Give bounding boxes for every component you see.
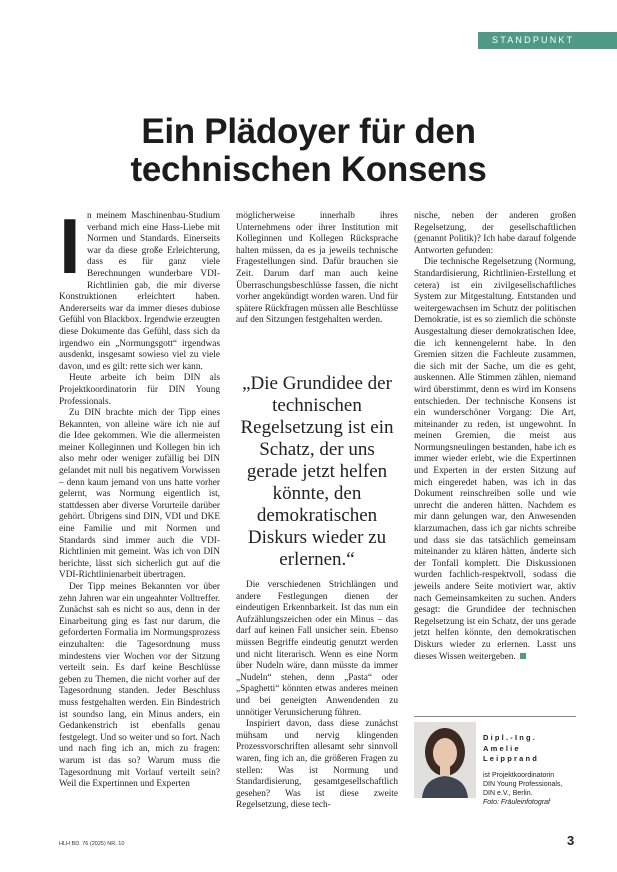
- author-role-text: ist Projektkoordinatorin: [483, 771, 555, 779]
- paragraph: Heute arbeite ich beim DIN als Projektkoordinatorin für DIN Young Professionals.: [59, 373, 220, 407]
- title-line-2: technischen Konsens: [130, 150, 487, 189]
- photo-credit: Foto: Fräuleinfotograf: [483, 799, 550, 807]
- author-org-1: DIN Young Professionals,: [483, 780, 563, 788]
- page-number: 3: [567, 833, 575, 848]
- author-photo: [414, 722, 476, 798]
- author-org-2: DIN e.V., Berlin.: [483, 790, 533, 798]
- article-title: [0, 113, 617, 189]
- paragraph: Der Tipp meines Bekannten vor über zehn Jahren war ein ungeahnter Volltreffer. Zunächst sah es nicht so aus, denn in der Einarbeitung ging es fast nur darum, die geforderten Formalia im Normungsprozess einzuhalten: die Tagesordnung muss mindestens vier Wochen vor der Sitzung verteilt sein. Es darf keine Beschlüsse geben zu Themen, die nicht vorher auf der Tagesordnung standen. Jeder Beschluss muss festgehalten werden. Ein Bindestrich ist soundso lang, ein Minus anders, ein Gedankenstrich ist ebenfalls genau festgelegt. Und so weiter und so fort. Nach und nach fing ich an, mich zu fragen: warum ist das so? Warum muss die Tagesordnung mit Vorlauf verteilt sein? Weil die Expertinnen und Experten: [59, 582, 220, 790]
- paragraph: Zu DIN brachte mich der Tipp eines Bekannten, von alleine wäre ich nie auf die Idee gekommen. Wie die allermeisten meiner Kolleginnen und Kollegen bin ich also mehr oder weniger zufällig bei DIN gelandet mit null bis negativem Vorwissen – denn kaum jemand von uns hatte vorher gelernt, was Normung eigentlich ist, stattdessen aber diverse Vorurteile darüber gehört. Übrigens sind DIN, VDI und DKE eine Familie und mit Normen und Standards sind immer auch die VDI-Richtlinien mit gemeint. Was ich von DIN berichte, lässt sich sicherlich gut auf die VDI-Richtlinienarbeit übertragen.: [59, 408, 220, 581]
- paragraph: n meinem Maschinenbau-Studium verband mich eine Hass-Liebe mit Normen und Standards. Einerseits war da diese große Erleichterung, dass es für ganz viele Berechnungen wunderbare VDI-Richtlinien gab, die mir diverse Konstruktionen erleichtert haben. Andererseits war da immer dieses dubiose Gefühl von Blackbox. Irgendwie erzeugten diese Dokumente das Gefühl, dass sich da irgendwo ein „Normungsgott“ irgendwas ausdenkt, insgesamt sowieso viel zu viele davon, und es gilt: rette sich wer kann.: [59, 211, 220, 372]
- paragraph: [414, 257, 576, 663]
- drop-cap: [59, 202, 83, 290]
- section-label: STANDPUNKT: [478, 32, 617, 49]
- article-column-1: [59, 202, 220, 791]
- end-mark-icon: [520, 653, 526, 659]
- paragraph: Die verschiedenen Strichlängen und andere Festlegungen dienen der eindeutigen Erkennbarkeit. Ist das nun ein Aufzählungszeichen oder ein Minus – das darf auf keinen Fall unsicher sein. Ebenso müssen Begriffe eindeutig genutzt werden und nicht literarisch. Wenn es eine Norm über Nudeln wäre, dann müsste da immer „Nudeln“ stehen, denn „Pasta“ oder „Spaghetti“ könnten etwas anderes meinen und bei geneigten Anwendenden zu unnötiger Verunsicherung führen.: [236, 580, 398, 718]
- article-column-2-top: [236, 211, 398, 327]
- paragraph: nische, neben der anderen großen Regelsetzung, der gesellschaftlichen (genannt Politik)? Ich habe darauf folgende Antworten gefunden:: [414, 211, 576, 256]
- title-line-1: Ein Plädoyer für den: [141, 112, 476, 151]
- paragraph: möglicherweise innerhalb ihres Unternehmens oder ihrer Institution mit Kolleginnen und Kollegen Rücksprache halten müssen, da es ja jeweils technische Fragestellungen sind. Dafür brauchen sie Zeit. Darum darf man auch keine Überraschungsbeschlüsse fassen, die nicht vorher angekündigt worden waren. Und für spätere Rückfragen müssen alle Beschlüsse auf den Sitzungen festgehalten werden.: [236, 211, 398, 326]
- paragraph-text: Die technische Regelsetzung (Normung, Standardisierung, Richtlinien-Erstellung et cetera) ist ein zivilgesellschaftliches System zur Mitgestaltung. Entstanden und weitergewachsen im Schutz der politischen Demokratie, ist es so ziemlich die schönste Ausgestaltung dieser demokratischen Idee, die ich kennengelernt habe. In den Gremien sitzen die Fachleute zusammen, die sich mit der Sache, um die es geht, auskennen. Alle Stimmen zählen, niemand wird überstimmt, denn es wird im Konsens entschieden. Der technische Konsens ist ein wunderschöner Vorgang: Die Art, miteinander zu reden, ist ungewohnt. In meinen Gremien, die meist aus Normungsneulingen bestanden, habe ich es immer wieder erlebt, wie die Expertinnen und Experten in der ersten Sitzung auf mich eingeredet haben, was ich in das Dokument reinschreiben solle und wie unrecht die anderen hätten. Nachdem es mir dann gelungen war, den Anwesenden klarzumachen, dass ich gar nichts schreibe und dass sie das tatsächlich gemeinsam miteinander zu klären hätten, änderte sich der Tonfall komplett. Die Diskussionen wurden fachlich-respektvoll, sodass die jeweils andere Seite motiviert war, aktiv nach Gemeinsamkeiten zu suchen. Anders gesagt: die Grundidee der technischen Regelsetzung ist ein Schatz, der uns gerade jetzt helfen könnte, den demokratischen Diskurs wieder zu erlernen. Lasst uns dieses Wissen weitergeben.: [414, 257, 576, 662]
- author-title: Dipl.-Ing.: [483, 733, 538, 742]
- author-first-name: Amelie: [483, 743, 521, 753]
- journal-reference: HLH BD. 76 (2025) NR. 10: [59, 841, 125, 847]
- author-role: [483, 771, 562, 799]
- author-divider: [414, 716, 576, 717]
- author-box: [483, 733, 562, 808]
- drop-cap-letter: I: [59, 202, 81, 290]
- article-column-2-bottom: [236, 580, 398, 812]
- author-last-name: Leipprand: [483, 754, 540, 763]
- pull-quote: „Die Grundidee der technischen Regelsetzung ist ein Schatz, der uns gerade jetzt helfen könnte, den demokratischen Diskurs wieder zu erlernen.“: [240, 373, 394, 570]
- paragraph: Inspiriert davon, dass diese zunächst mühsam und nervig klingenden Prozessvorschriften allesamt sehr sinnvoll waren, fing ich an, die größeren Fragen zu stellen: Was ist Normung und Standardisierung, gesamtgesellschaftlich gesehen? Was ist diese zweite Regelsetzung, diese tech-: [236, 719, 398, 811]
- article-column-3: [414, 211, 576, 663]
